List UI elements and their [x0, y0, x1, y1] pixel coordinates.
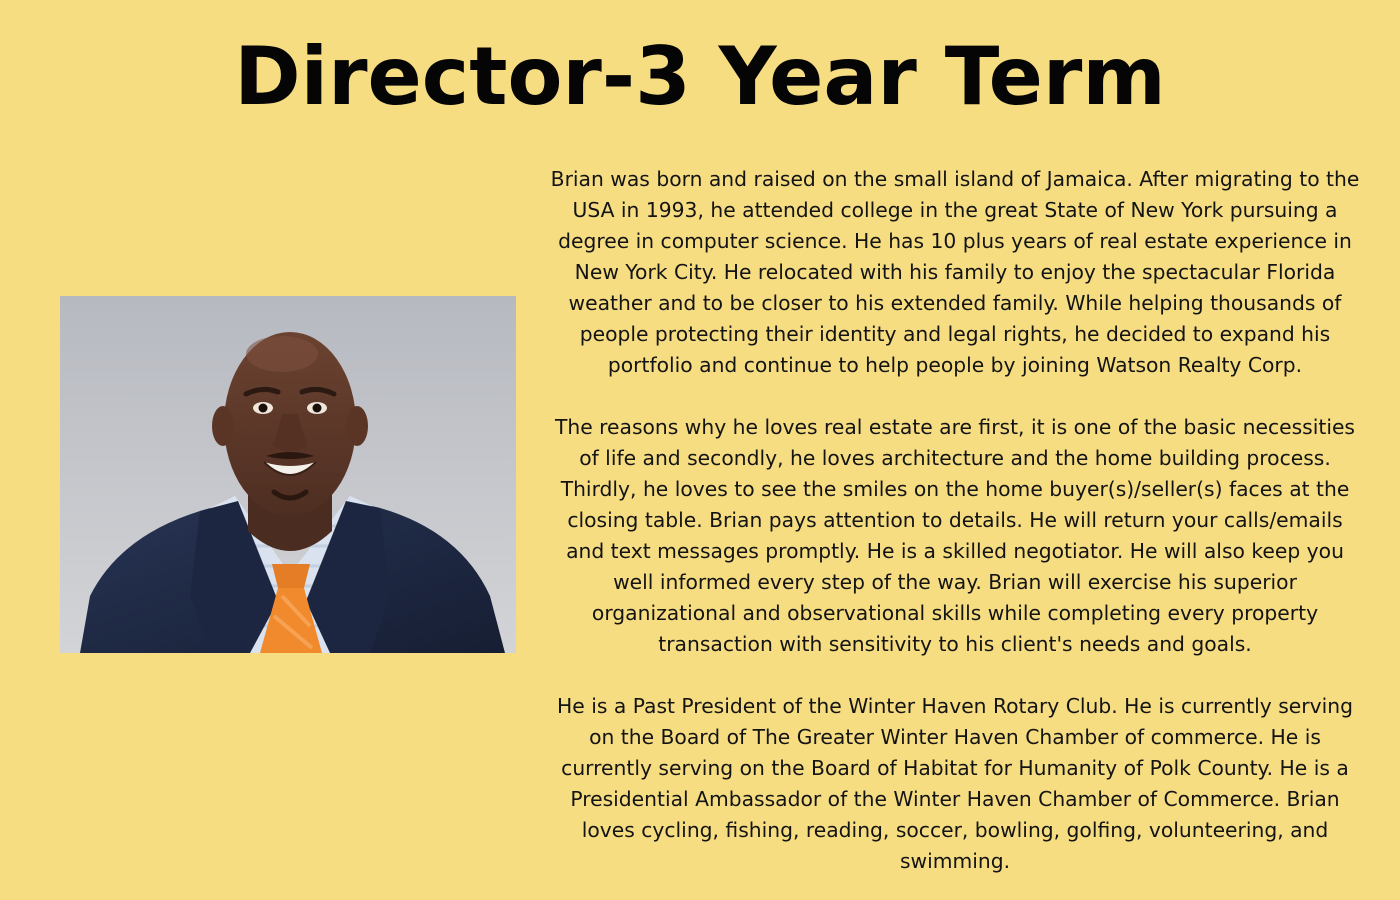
biography-text	[546, 164, 1364, 877]
portrait-photo-icon	[60, 296, 516, 653]
director-portrait-photo	[60, 296, 516, 653]
bio-paragraph-community: He is a Past President of the Winter Haven Rotary Club. He is currently serving on the Board of The Greater Winter Haven Chamber of commerce. He is currently serving on the Board of Habitat for Humanity of Polk County. He is a Presidential Ambassador of the Winter Haven Chamber of Commerce. Brian loves cycling, fishing, reading, soccer, bowling, golfing, volunteering, and swimming.	[557, 694, 1353, 873]
page-title: Director-3 Year Term	[234, 30, 1166, 123]
bio-paragraph-real-estate: The reasons why he loves real estate are first, it is one of the basic necessities of life and secondly, he loves architecture and the home building process. Thirdly, he loves to see the smiles on the home buyer(s)/seller(s) faces at the closing table. Brian pays attention to details. He will return your calls/emails and text messages promptly. He is a skilled negotiator. He will also keep you well informed every step of the way. Brian will exercise his superior organizational and observational skills while completing every property transaction with sensitivity to his client's needs and goals.	[554, 415, 1356, 656]
bio-paragraph-early-life: Brian was born and raised on the small island of Jamaica. After migrating to the USA in 1993, he attended college in the great State of New York pursuing a degree in computer science. He has 10 plus years of real estate experience in New York City. He relocated with his family to enjoy the spectacular Florida weather and to be closer to his extended family. While helping thousands of people protecting their identity and legal rights, he decided to expand his portfolio and continue to help people by joining Watson Realty Corp.	[550, 167, 1360, 377]
